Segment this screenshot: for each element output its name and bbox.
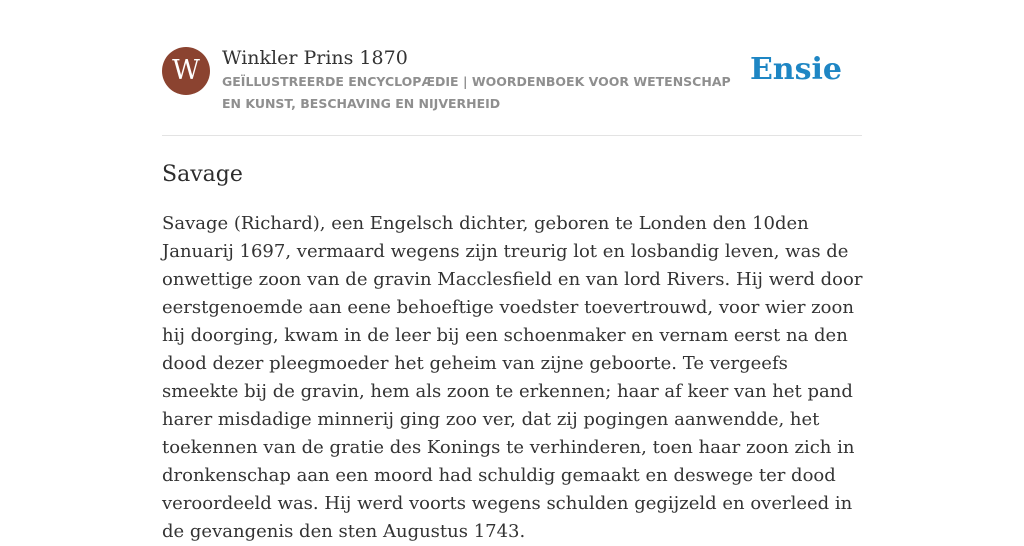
source-avatar[interactable]: W [162,47,210,95]
source-header [162,0,862,136]
source-title[interactable]: Winkler Prins 1870 [222,47,408,69]
entry-card [162,0,863,542]
source-subtitle: GEÏLLUSTREERDE ENCYCLOPÆDIE | WOORDENBOEK VOOR WETENSCHAP EN KUNST, BESCHAVING EN NIJVERHEID [222,74,731,111]
entry-text: Savage (Richard), een Engelsch dichter, geboren te Londen den 10den Januarij 1697, vermaard wegens zijn treurig lot en losbandig leven, was de onwettige zoon van de gravin Macclesfield en van lord Rivers. Hij werd door eerstgenoemde aan eene behoeftige voedster toevertrouwd, voor wier zoon hij doorging, kwam in de leer bij een schoenmaker en vernam eerst na den dood dezer pleegmoeder het geheim van zijne geboorte. Te vergeefs smeekte bij de gravin, hem als zoon te erkennen; haar af keer van het pand harer misdadige minnerij ging zoo ver, dat zij pogingen aanwendde, het toekennen van de gratie des Konings te verhinderen, toen haar zoon zich in dronkenschap aan een moord had schuldig gemaakt en deswege ter dood veroordeeld was. Hij werd voorts wegens schulden gegijzeld en overleed in de gevangenis den sten Augustus 1743. [162,213,863,542]
ensie-logo[interactable]: Ensie [749,52,842,87]
entry-title: Savage [162,162,243,187]
